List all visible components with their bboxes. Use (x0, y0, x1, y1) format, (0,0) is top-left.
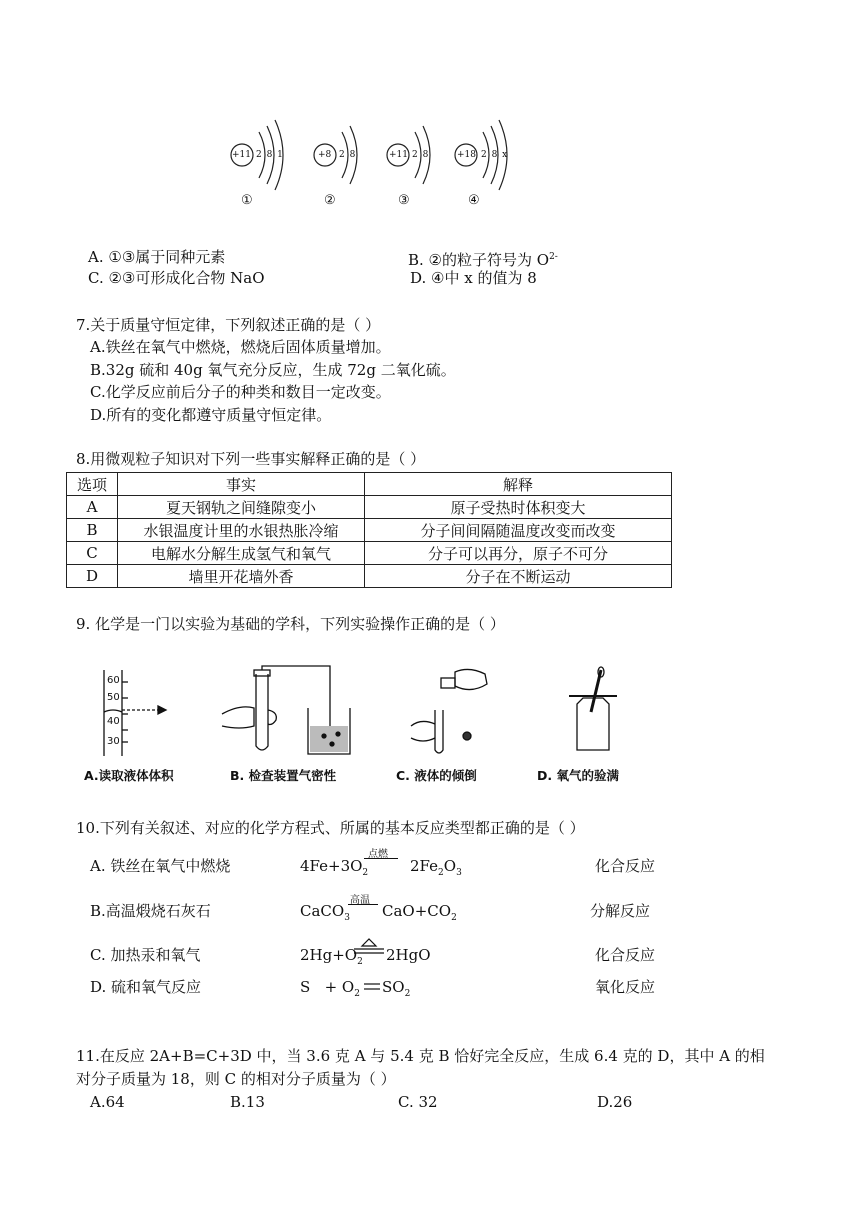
q10-row-c-type: 化合反应 (595, 946, 656, 964)
q9-stem: 9. 化学是一门以实验为基础的学科，下列实验操作正确的是（ ） (76, 615, 505, 633)
q7-stem: 7.关于质量守恒定律，下列叙述正确的是（ ） (76, 316, 381, 334)
q11-option-c: C. 32 (398, 1093, 438, 1111)
atom-4-nucleus: +18 (457, 150, 476, 160)
q8-stem: 8.用微观粒子知识对下列一些事实解释正确的是（ ） (76, 450, 426, 468)
q11-option-d: D.26 (597, 1093, 633, 1111)
table-cell: A (67, 496, 118, 519)
q10-row-c-rhs: 2HgO (386, 946, 431, 964)
q10-row-a-lhs: $4Fe+3O_2$ (300, 857, 369, 878)
atom-1-nucleus: +11 (232, 150, 251, 160)
table-cell: 分子在不断运动 (365, 565, 672, 588)
q9-caption-d: D. 氧气的验满 (537, 768, 619, 783)
table-cell: 分子可以再分，原子不可分 (365, 542, 672, 565)
table-cell: C (67, 542, 118, 565)
table-header-cell: 选项 (67, 473, 118, 496)
q9-caption-a: A.读取液体体积 (84, 768, 174, 783)
q10-row-c-lhs: $2Hg+O_2$ (300, 946, 363, 967)
pouring-liquid-illustration (405, 664, 505, 760)
table-cell: 水银温度计里的水银热胀冷缩 (118, 519, 365, 542)
atom-2-nucleus: +8 (318, 150, 332, 160)
airtightness-check-illustration (220, 664, 360, 760)
q10-row-b-lhs: CaCO$_3$ (300, 902, 350, 923)
q11-option-a: A.64 (90, 1093, 125, 1111)
atom-3-electrons: 2 8 (412, 150, 430, 160)
table-cell: 原子受热时体积变大 (365, 496, 672, 519)
q10-row-b-desc: B.高温煅烧石灰石 (90, 902, 211, 920)
atom-4-electrons: 2 8 x (481, 150, 509, 160)
table-cell: 墙里开花墙外香 (118, 565, 365, 588)
q7-option-c: C.化学反应前后分子的种类和数目一定改变。 (90, 383, 391, 401)
q10-row-b-arrow-line (348, 904, 378, 905)
atom-2-label: ② (324, 193, 336, 208)
q10-row-d-rhs: $SO_2$ (382, 978, 411, 999)
cylinder-tick-50: 50 (107, 692, 120, 703)
q11-stem-line1: 11.在反应 2A+B=C+3D 中，当 3.6 克 A 与 5.4 克 B 恰好完全反应，生成 6.4 克的 D，其中 A 的相 (76, 1047, 765, 1065)
q9-caption-b: B. 检查装置气密性 (230, 768, 337, 783)
table-header-cell: 解释 (365, 473, 672, 496)
cylinder-tick-60: 60 (107, 675, 120, 686)
table-cell: 分子间间隔随温度改变而改变 (365, 519, 672, 542)
q7-option-a: A.铁丝在氧气中燃烧，燃烧后固体质量增加。 (90, 338, 391, 356)
heat-triangle-icon (352, 938, 386, 958)
q11-stem-line2: 对分子质量为 18，则 C 的相对分子质量为（ ） (76, 1070, 396, 1088)
q8-table (66, 472, 672, 588)
q10-row-a-rhs: $2Fe_2O_3$ (410, 857, 462, 878)
q7-option-b: B.32g 硫和 40g 氧气充分反应，生成 72g 二氧化硫。 (90, 361, 456, 379)
q10-row-d-lhs: $S + O_2$ (300, 978, 360, 999)
q9-caption-c: C. 液体的倾倒 (396, 768, 477, 783)
table-cell: B (67, 519, 118, 542)
q10-row-b-condition: 高温 (350, 895, 370, 906)
atom-3-nucleus: +11 (389, 150, 408, 160)
q10-row-b-rhs: $CaO+CO_2$ (382, 902, 457, 923)
q10-row-d-desc: D. 硫和氧气反应 (90, 978, 202, 996)
atom-1-electrons: 2 8 1 (256, 150, 284, 160)
table-cell: 电解水分解生成氢气和氧气 (118, 542, 365, 565)
table-row (67, 519, 672, 542)
atom-1-label: ① (241, 193, 253, 208)
equals-sign-icon (363, 981, 381, 993)
q10-row-b-type: 分解反应 (590, 902, 651, 920)
table-row (67, 496, 672, 519)
q6-option-d: D. ④中 x 的值为 8 (410, 269, 537, 287)
q10-row-d-type: 氧化反应 (595, 978, 656, 996)
q10-row-a-condition: 点燃 (368, 849, 388, 860)
oxygen-check-illustration (555, 664, 635, 760)
table-cell: D (67, 565, 118, 588)
table-row (67, 542, 672, 565)
cylinder-tick-40: 40 (107, 716, 120, 727)
table-header-cell: 事实 (118, 473, 365, 496)
table-header-row (67, 473, 672, 496)
q10-row-c-desc: C. 加热汞和氧气 (90, 946, 201, 964)
q7-option-d: D.所有的变化都遵守质量守恒定律。 (90, 406, 332, 424)
q10-stem: 10.下列有关叙述、对应的化学方程式、所属的基本反应类型都正确的是（ ） (76, 819, 585, 837)
q6-option-a: A. ①③属于同种元素 (88, 248, 226, 266)
table-cell: 夏天钢轨之间缝隙变小 (118, 496, 365, 519)
table-row (67, 565, 672, 588)
atom-2-electrons: 2 8 (339, 150, 357, 160)
q6-option-c: C. ②③可形成化合物 NaO (88, 269, 265, 287)
q6-option-b: B. ②的粒子符号为 $O^{2-}$ (408, 251, 558, 269)
cylinder-tick-30: 30 (107, 736, 120, 747)
q10-row-a-arrow-line (364, 858, 398, 859)
atom-structure-diagrams (215, 108, 535, 218)
atom-3-label: ③ (398, 193, 410, 208)
q10-row-a-type: 化合反应 (595, 857, 656, 875)
q10-row-a-desc: A. 铁丝在氧气中燃烧 (90, 857, 231, 875)
atom-4-label: ④ (468, 193, 480, 208)
q11-option-b: B.13 (230, 1093, 265, 1111)
